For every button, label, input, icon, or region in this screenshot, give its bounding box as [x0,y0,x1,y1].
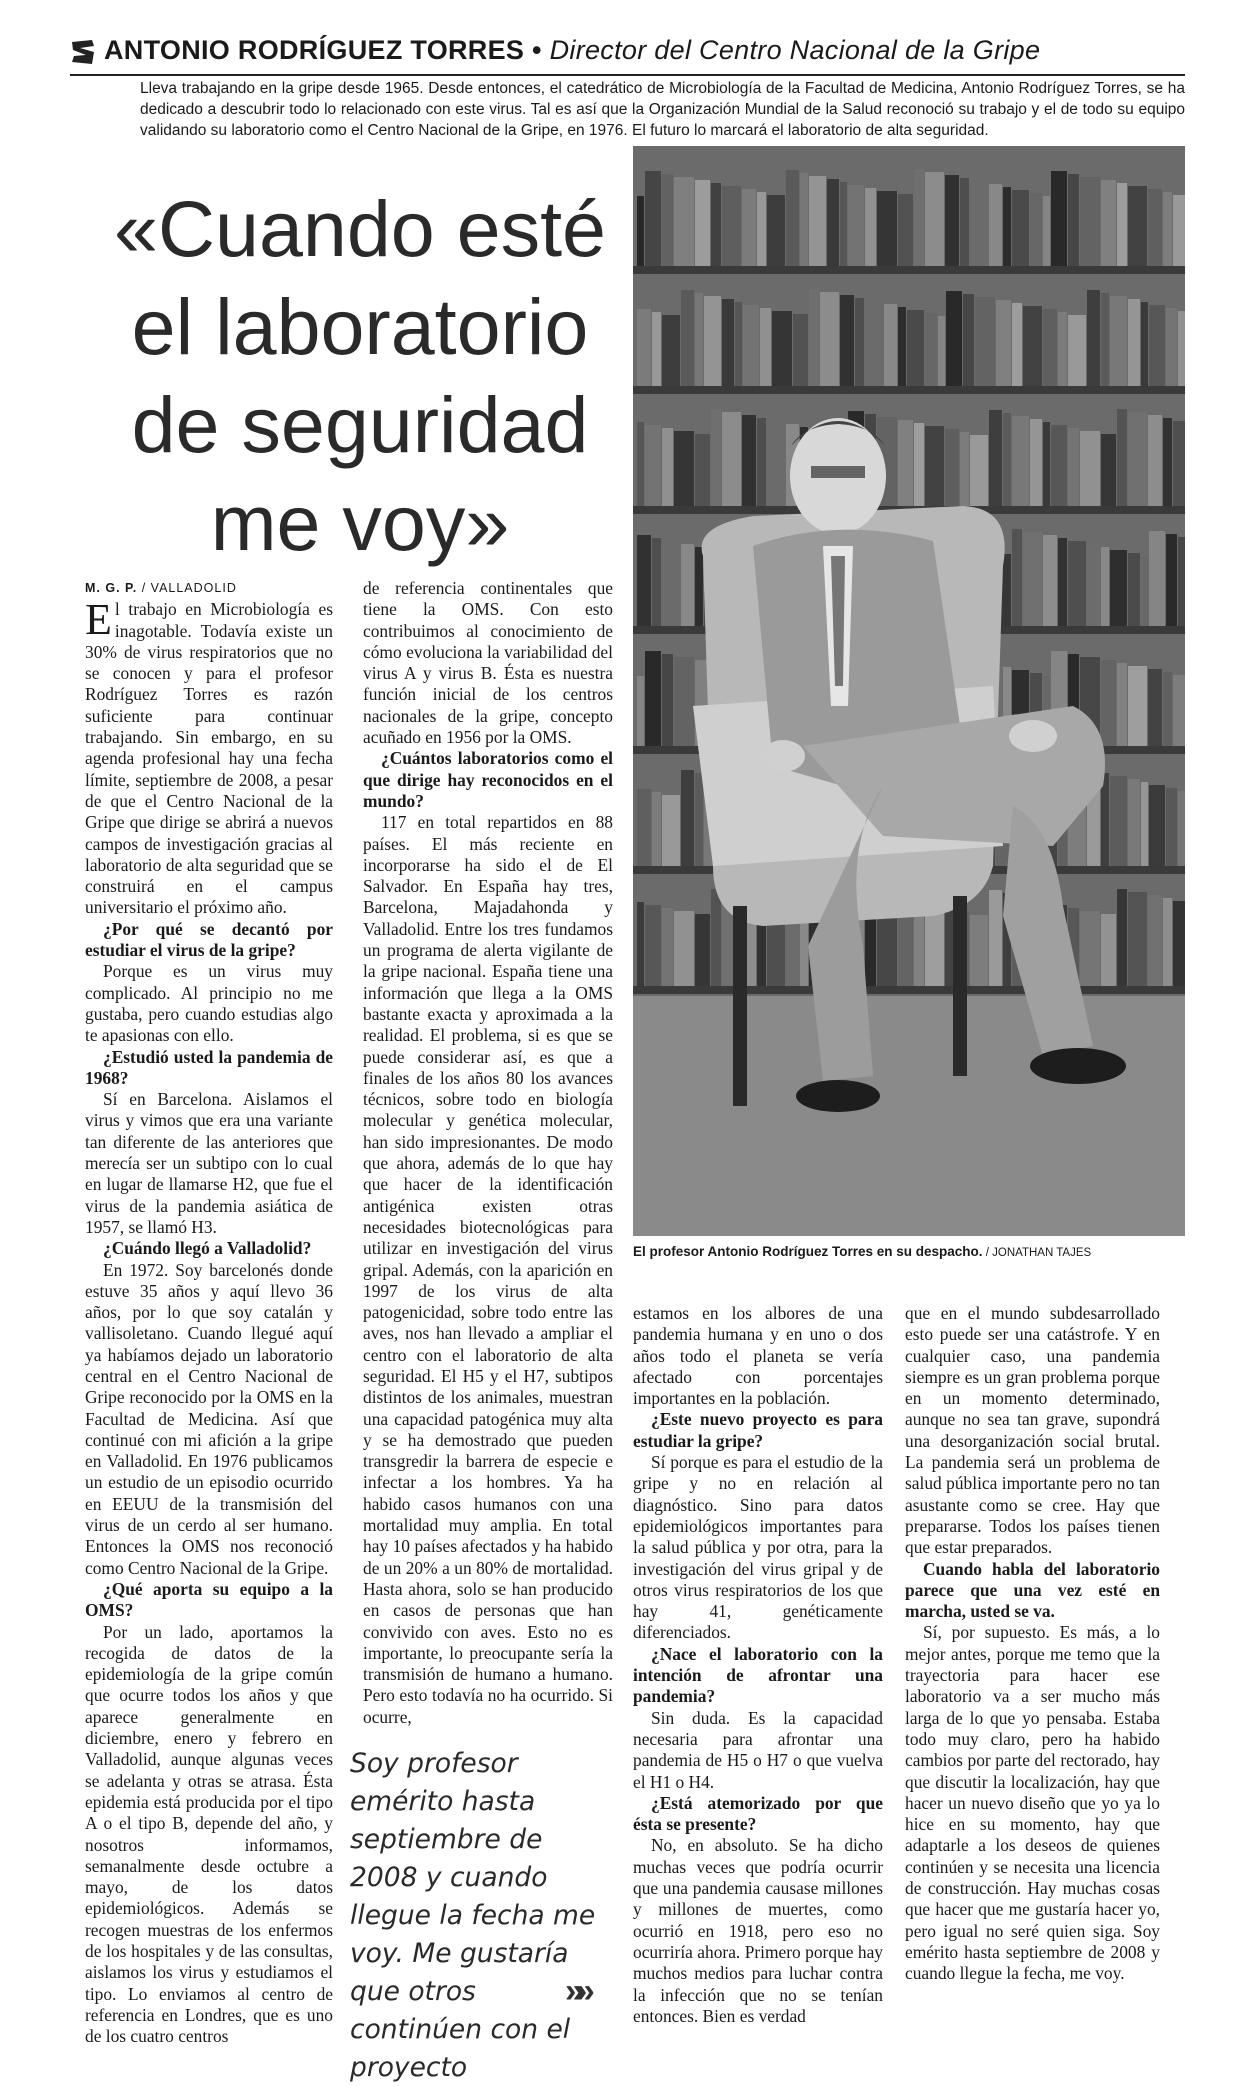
interview-question [85,1579,333,1622]
photo-illustration [633,146,1185,1236]
interviewee-role: Director del Centro Nacional de la Gripe [549,35,1041,65]
headline: «Cuando esté el laboratorio de seguridad me voy» [114,184,606,567]
paragraph-text: estamos en los albores de una pandemia humana y en uno o dos años todo el planeta se vería afectado con porcentajes importantes en la población. [633,1303,883,1409]
interview-question [85,1047,333,1090]
paragraph-text: Sí porque es para el estudio de la gripe y no en relación al diagnóstico. Sino para datos epidemiológicos importantes para la salud pública y por otra, para la investigación del virus gripal y de otros virus respiratorios de los que hay 41, genéticamente diferenciados. [633,1452,883,1643]
answer-paragraph [85,1089,333,1238]
paragraph-text: Sí, por supuesto. Es más, a lo mejor antes, porque me temo que la trayectoria para hacer ese laboratorio va a ser mucho más larga de lo que yo pensaba. Estaba todo muy claro, pero ha habido cambios por parte del rectorado, hay que discutir la localización, hay que hacer un nuevo diseño que yo ya lo hice en su momento, hay que adaptarle a los deseos de quienes continúen y se necesita una licencia de construcción. Hay muchas cosas que hacer que me gustaría hacer yo, pero igual no seré quien siga. Soy emérito hasta septiembre de 2008 y cuando llegue la fecha, me voy. [905,1622,1160,1984]
answer-paragraph [633,1835,883,2027]
answer-paragraph [363,812,613,1728]
paragraph-text: ¿Está atemorizado por que ésta se presente? [633,1792,883,1835]
interview-question [633,1644,883,1708]
paragraph-text: ¿Qué aporta su equipo a la OMS? [85,1578,333,1621]
answer-paragraph [633,1452,883,1644]
answer-paragraph [85,1622,333,2048]
answer-paragraph [85,595,333,918]
interview-question [905,1559,1160,1623]
paragraph-text: ¿Nace el laboratorio con la intención de afrontar una pandemia? [633,1643,883,1707]
byline-author: M. G. P. [85,581,138,595]
photo-caption [633,1244,1193,1259]
paragraph-text: ¿Cuántos laboratorios como el que dirige hay reconocidos en el mundo? [363,748,613,811]
paragraph-text: ¿Por qué se decantó por estudiar el virus de la gripe? [85,918,333,961]
intro-paragraph: Lleva trabajando en la gripe desde 1965. Desde entonces, el catedrático de Microbiología de la Facultad de Medicina, Antonio Rodríguez Torres, se ha dedicado a descubrir todo lo relacionado con este virus. Tal es así que la Organización Mundial de la Salud reconoció su trabajo y el de todo su equipo validando su laboratorio como el Centro Nacional de la Gripe, en 1976. El futuro lo marcará el laboratorio de alta seguridad. [140,80,1185,139]
answer-paragraph [905,1622,1160,1984]
caption-text: El profesor Antonio Rodríguez Torres en su despacho. [633,1244,983,1259]
paragraph-text: ¿Cuándo llegó a Valladolid? [103,1238,312,1259]
answer-paragraph [85,961,333,1046]
paragraph-text: Cuando habla del laboratorio parece que una vez esté en marcha, usted se va. [905,1558,1160,1622]
paragraph-text: Sin duda. Es la capacidad necesaria para afrontar una pandemia de H5 o H7 o que vuelva el H1 o H4. [633,1707,883,1792]
interview-question [85,1238,333,1259]
paragraph-text: de referencia continentales que tiene la OMS. Con esto contribuimos al conocimiento de cómo evoluciona la variabilidad del virus A y virus B. Ésta es nuestra función inicial de los centros nacionales de la gripe, concepto acuñado en 1956 por la OMS. [363,578,613,748]
article-column-2 [363,578,613,1728]
byline [85,578,333,599]
paragraph-text: ¿Estudió usted la pandemia de 1968? [85,1046,333,1088]
answer-paragraph [905,1303,1160,1559]
answer-paragraph [363,578,613,748]
newspaper-logo-icon [70,38,96,66]
interview-question [363,748,613,812]
paragraph-text: En 1972. Soy barcelonés donde estuve 35 años y aquí llevo 36 años, por lo que soy catalán y vallisoletano. Cuando llegué aquí ya habíamos dejado un laboratorio central en el Centro Nacional de Gripe reconocido por la OMS en la Facultad de Medicina. Así que continué con mi afición a la gripe en Valladolid. En 1976 publicamos un estudio de un episodio ocurrido en EEUU de la transmisión del virus de un cerdo al ser humano. Entonces la OMS nos reconoció como Centro Nacional de la Gripe. [85,1259,333,1578]
interview-question [633,1793,883,1836]
paragraph-text: l trabajo en Microbiología es inagotable. Todavía existe un 30% de virus respiratorios que no se conocen y para el profesor Rodríguez Torres es razón suficiente para continuar trabajando. Sin embargo, en su agenda profesional hay una fecha límite, septiembre de 2008, a pesar de que el Centro Nacional de la Gripe que dirige se abrirá a nuevos campos de investigación gracias al laboratorio de alta seguridad que se construirá en el campus universitario el próximo año. [85,599,333,918]
header-title [104,35,1040,66]
article-column-3 [633,1303,883,2027]
paragraph-text: 117 en total repartidos en 88 países. El más reciente en incorporarse ha sido el de El Salvador. En España hay tres, Barcelona, Majadahonda y Valladolid. Entre los tres fundamos un programa de alerta vigilante de la gripe nacional. España tiene una información que llega a la OMS bastante exacta y aproximada a la realidad. El problema, si es que se puede considerar así, es que a finales de los años 80 los avances técnicos, sobre todo en biología molecular y genética molecular, han sido impresionantes. De modo que ahora, además de lo que hay que hacer de la identificación antigénica existen otras necesidades biotecnológicas para utilizar en investigación del virus gripal. Además, con la aparición en 1997 de los virus de alta patogenicidad, sobre todo entre las aves, nos han llevado a ampliar el centro con el laboratorio de alta seguridad. El H5 y el H7, subtipos distintos de los animales, muestran una capacidad patogénica muy alta y se ha demostrado que pueden transgredir la barrera de especie e infectar a los hombres. Ya ha habido casos humanos con una mortalidad muy amplia. En total hay 10 países afectados y ha habido de un 20% a un 80% de mortalidad. Hasta ahora, solo se han producido en casos de personas que han convivido con aves. Esto no es importante, lo preocupante sería la transmisión de humano a humano. Pero esto todavía no ha ocurrido. Si ocurre, [363,812,613,1727]
article-header [70,34,1185,76]
article-column-4 [905,1303,1160,1985]
interview-question [85,919,333,962]
pull-quote: Soy profesor emérito hasta septiembre de 2008 y cuando llegue la fecha me voy. Me gustaría que otros continúen con el proyecto [350,1748,596,2083]
article-column-1 [85,578,333,2047]
answer-paragraph [633,1303,883,1409]
interviewee-name: ANTONIO RODRÍGUEZ TORRES [104,35,525,65]
paragraph-text: ¿Este nuevo proyecto es para estudiar la gripe? [633,1409,883,1451]
drop-cap: E [85,595,112,645]
paragraph-text: que en el mundo subdesarrollado esto puede ser una catástrofe. Y en cualquier caso, una pandemia siempre es un gran problema porque en un momento determinado, aunque no sea tan grave, supondrá una desorganización social brutal. La pandemia será un problema de salud pública importante pero no tan asustante como se cree. Hay que prepararse. Todos los países tienen que estar preparados. [905,1303,1160,1558]
interview-photo [633,146,1185,1236]
header-separator: • [524,35,550,65]
paragraph-text: Porque es un virus muy complicado. Al principio no me gustaba, pero cuando estudias algo te apasionas con ello. [85,961,333,1046]
interview-question [633,1409,883,1452]
answer-paragraph [633,1708,883,1793]
byline-location: / VALLADOLID [137,581,237,595]
paragraph-text: Sí en Barcelona. Aislamos el virus y vimos que era una variante tan diferente de las anteriores que merecía ser un subtipo con lo cual en lugar de llamarse H2, que fue el virus de la pandemia asiática de 1957, se llamó H3. [85,1089,333,1237]
pull-quote-mark: »» [565,1972,587,2010]
photo-credit: / JONATHAN TAJES [982,1247,1092,1259]
paragraph-text: Por un lado, aportamos la recogida de datos de la epidemiología de la gripe común que ocurre todos los años y que aparece generalmente en diciembre, enero y febrero en Valladolid, aunque algunas veces se adelanta y otras se atrasa. Ésta epidemia está producida por el tipo A o el tipo B, depende del año, y nosotros informamos, semanalmente desde octubre a mayo, de los datos epidemiológicos. Además se recogen muestras de los enfermos de los hospitales y de las consultas, aislamos los virus y estudiamos el tipo. Lo enviamos al centro de referencia en Londres, que es uno de los cuatro centros [85,1621,333,2047]
paragraph-text: No, en absoluto. Se ha dicho muchas veces que podría ocurrir que una pandemia causase millones y millones de muertes, como ocurrió en 1918, pero eso no ocurriría ahora. Primero porque hay muchos medios para luchar contra la infección que no se tenían entonces. Bien es verdad [633,1835,883,2026]
answer-paragraph [85,1260,333,1579]
